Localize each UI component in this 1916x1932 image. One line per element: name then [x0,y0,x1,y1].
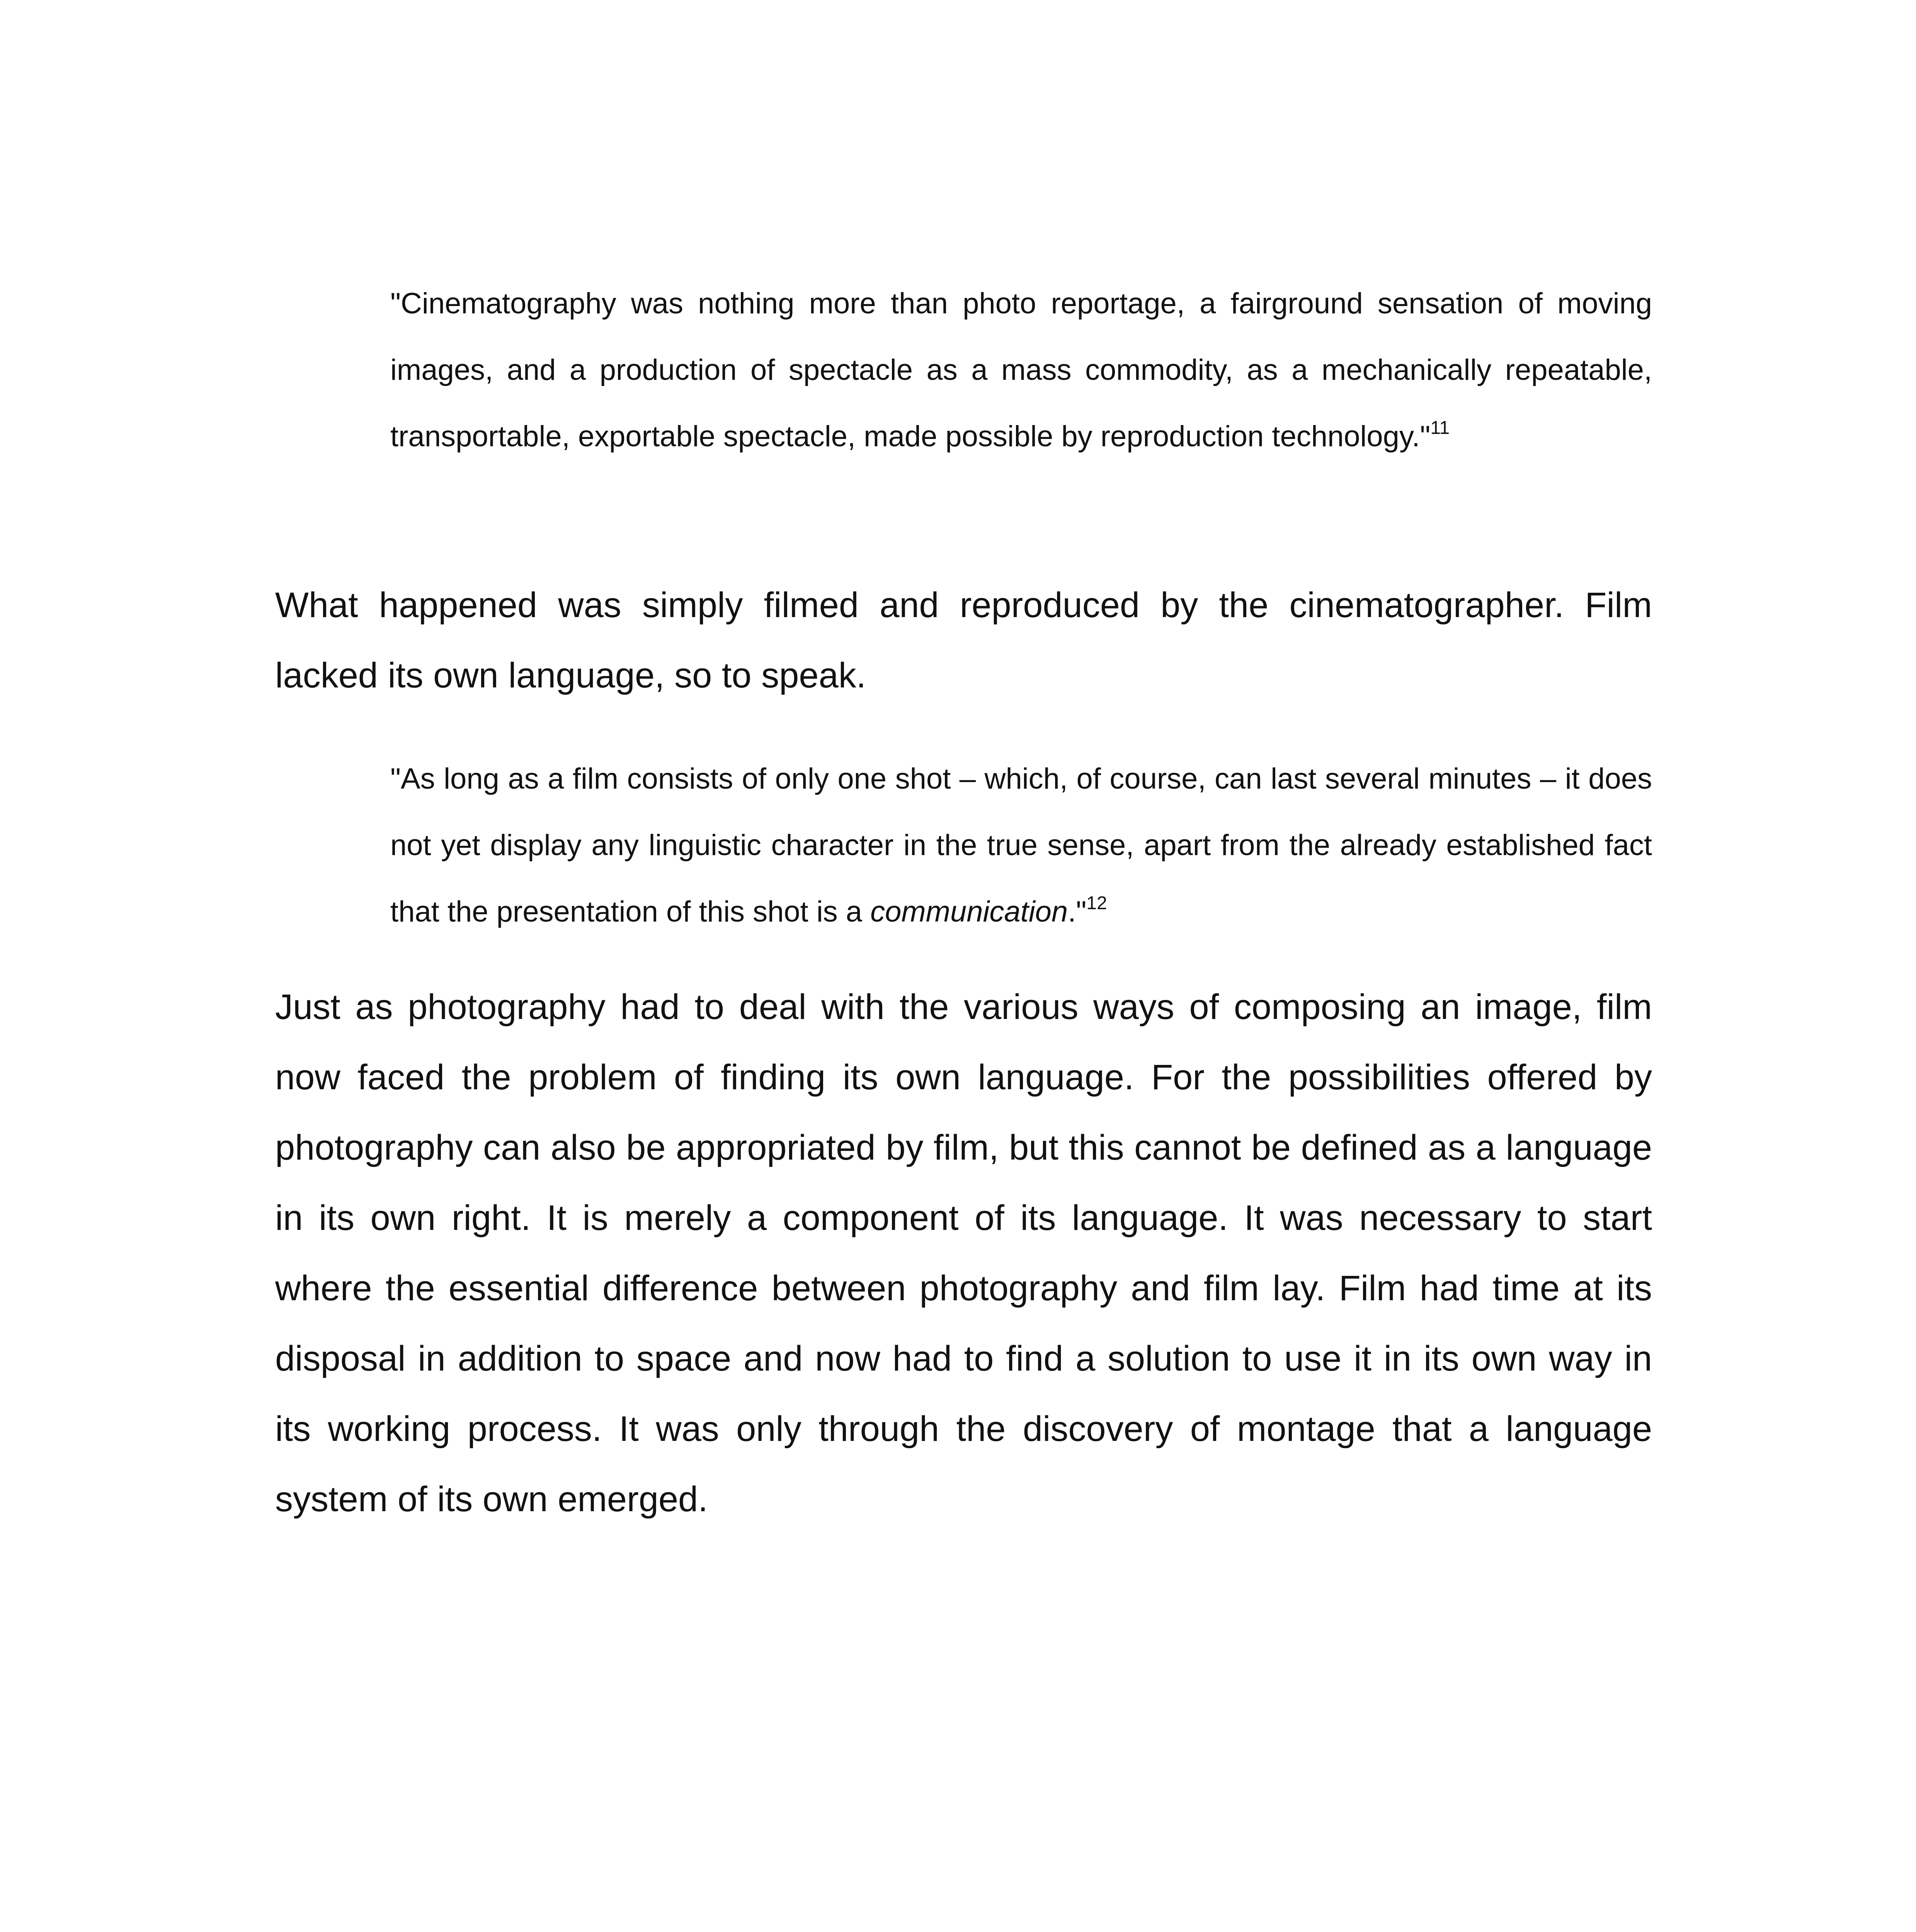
footnote-reference-12[interactable]: 12 [1086,893,1107,913]
body-paragraph-film-lacked-language: What happened was simply filmed and reproduced by the cinematographer. Film lacked its own language, so to speak. [275,585,1652,695]
quote-emphasis: communication [870,895,1068,928]
quote-text: "Cinematography was nothing more than photo reportage, a fairground sensation of moving images, and a production of spectacle as a mass commodity, as a mechanically repeatable, transportable, exportable spectacle, made possible by reproduction technology." [390,287,1652,453]
footnote-reference-11[interactable]: 11 [1430,418,1450,438]
block-quote-cinematography [390,270,1652,470]
quote-text-end: ." [1068,895,1087,928]
block-quote-single-shot [390,746,1652,945]
quote-text: "As long as a film consists of only one shot – which, of course, can last several minutes – it does not yet display any linguistic character in the true sense, apart from the already established fact that the presentation of this shot is a [390,762,1652,928]
body-paragraph-montage: Just as photography had to deal with the various ways of composing an image, film now faced the problem of finding its own language. For the possibilities offered by photography can also be appropriated by film, but this cannot be defined as a language in its own right. It is merely a component of its language. It was necessary to start where the essential difference between photography and film lay. Film had time at its disposal in addition to space and now had to find a solution to use it in its own way in its working process. It was only through the discovery of montage that a language system of its own emerged. [275,987,1652,1519]
